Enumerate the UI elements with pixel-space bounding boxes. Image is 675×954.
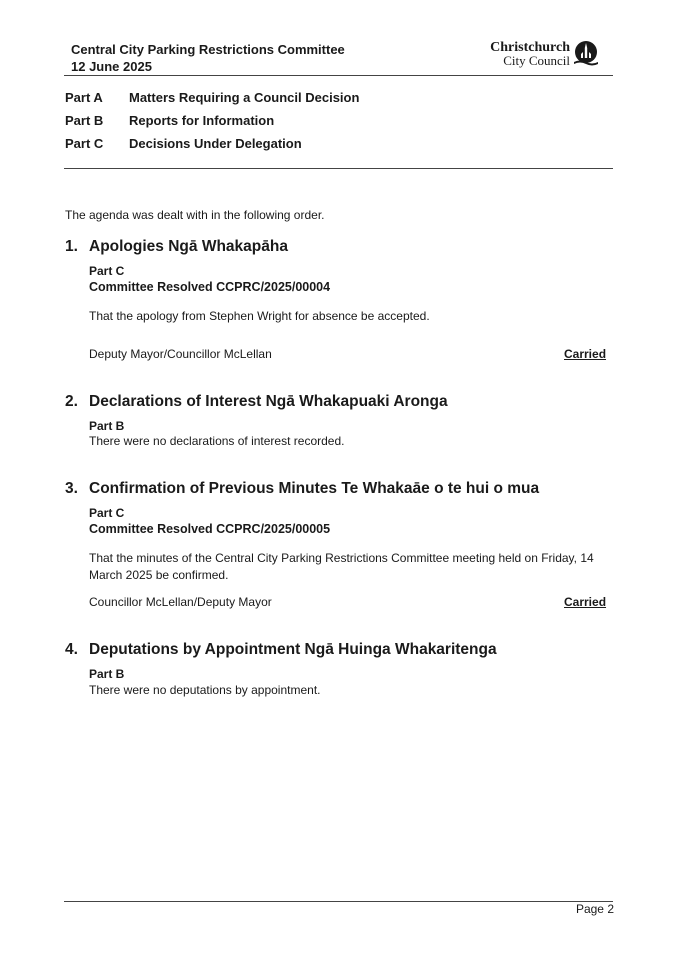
outcome-carried: Carried (564, 347, 607, 361)
part-a-row (65, 89, 465, 106)
meeting-date: 12 June 2025 (71, 59, 152, 74)
resolution-number: Committee Resolved CCPRC/2025/00004 (89, 280, 331, 294)
section-text: There were no deputations by appointment. (89, 683, 321, 697)
section-number: 2. (65, 393, 78, 410)
section-title-apologies: Apologies Ngā Whakapāha (89, 238, 288, 255)
mover-seconder: Deputy Mayor/Councillor McLellan (89, 347, 272, 361)
mover-seconder: Councillor McLellan/Deputy Mayor (89, 595, 272, 609)
resolution-number: Committee Resolved CCPRC/2025/00005 (89, 522, 331, 536)
footer-divider (64, 901, 613, 902)
part-description: Reports for Information (129, 113, 275, 128)
section-title-declarations: Declarations of Interest Ngā Whakapuaki Aronga (89, 393, 448, 410)
resolution-text-line1: That the minutes of the Central City Parking Restrictions Committee meeting held on Friday, 14 (89, 551, 594, 565)
committee-title: Central City Parking Restrictions Committee (71, 42, 345, 57)
section-title-deputations: Deputations by Appointment Ngā Huinga Whakaritenga (89, 641, 497, 658)
section-number: 4. (65, 641, 78, 658)
part-code: Part B (65, 113, 104, 128)
section-number: 1. (65, 238, 78, 255)
logo-text-line2: City Council (503, 53, 570, 68)
section-part: Part B (89, 419, 125, 433)
resolution-text-line2: March 2025 be confirmed. (89, 568, 229, 582)
outcome-carried: Carried (564, 595, 607, 609)
section-number: 3. (65, 480, 78, 497)
intro-text: The agenda was dealt with in the following order. (65, 208, 325, 222)
part-b-row (65, 112, 465, 129)
section-part: Part B (89, 667, 125, 681)
section-text: There were no declarations of interest recorded. (89, 434, 345, 448)
header-divider (64, 75, 613, 76)
section-title-previous-minutes: Confirmation of Previous Minutes Te Whakaāe o te hui o mua (89, 480, 540, 497)
section-part: Part C (89, 264, 125, 278)
logo-text-line1: Christchurch (490, 40, 570, 55)
section-part: Part C (89, 506, 125, 520)
page-number: Page 2 (575, 902, 614, 916)
part-code: Part C (65, 136, 104, 151)
cathedral-icon (572, 40, 600, 68)
council-logo (480, 40, 602, 70)
parts-divider (64, 168, 613, 169)
part-c-row (65, 135, 465, 152)
resolution-text: That the apology from Stephen Wright for absence be accepted. (89, 309, 430, 323)
part-description: Matters Requiring a Council Decision (129, 90, 360, 105)
part-code: Part A (65, 90, 103, 105)
part-description: Decisions Under Delegation (129, 136, 302, 151)
